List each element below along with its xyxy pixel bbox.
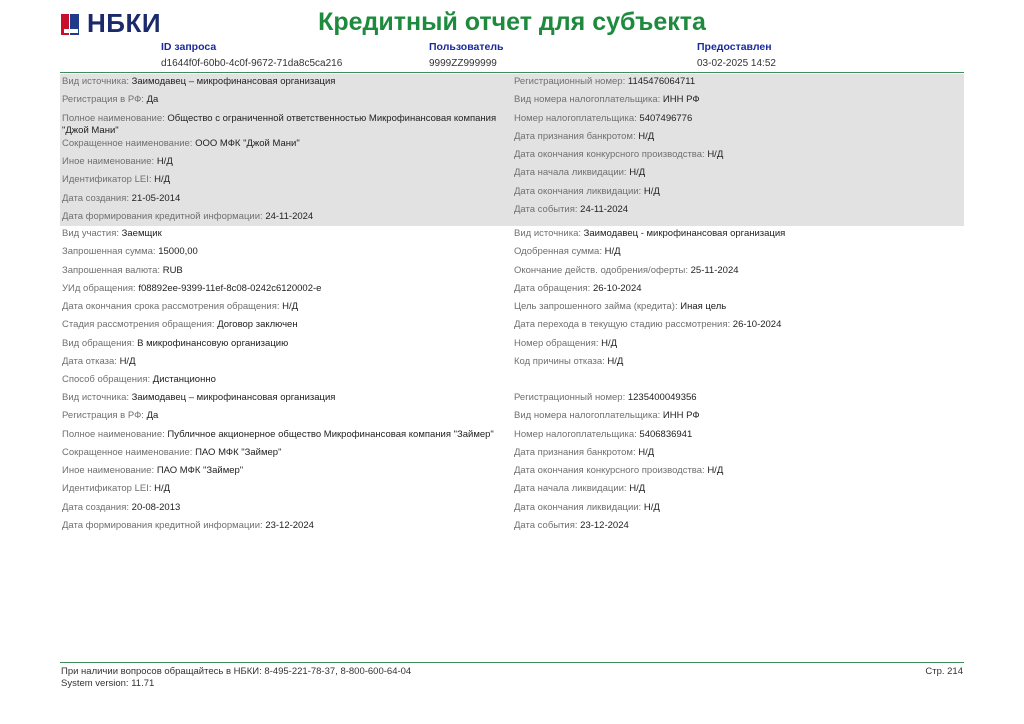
header-user (429, 41, 503, 69)
field-value: 5406836941 (639, 428, 693, 440)
field-value: Н/Д (601, 337, 618, 349)
field-label: Одобренная сумма: (514, 246, 602, 258)
field-label: Вид номера налогоплательщика: (514, 94, 661, 106)
application-block (60, 228, 964, 390)
field-row (514, 113, 960, 125)
field-label: Дата окончания срока рассмотрения обращения: (62, 301, 280, 313)
field-row (514, 131, 960, 143)
field-value: Иная цель (680, 301, 727, 313)
field-value: Да (146, 94, 159, 106)
field-value: RUB (162, 264, 183, 276)
field-label: Полное наименование: (62, 112, 165, 124)
field-row (62, 265, 508, 277)
field-label: Вид источника: (62, 76, 129, 87)
field-value: 20-08-2013 (131, 501, 181, 513)
field-value: Публичное акционерное общество Микрофинансовая компания "Займер" (167, 428, 494, 440)
provided-label: Предоставлен (697, 41, 772, 53)
field-row (62, 246, 508, 258)
footer (61, 666, 411, 690)
field-row (514, 483, 960, 495)
field-label: Окончание действ. одобрения/оферты: (514, 264, 688, 276)
field-row (514, 94, 960, 106)
field-row (514, 520, 960, 532)
request-id-label: ID запроса (161, 41, 217, 53)
field-value: 1235400049356 (627, 392, 697, 403)
field-label: Сокращенное наименование: (62, 137, 193, 149)
source-left-column (62, 392, 508, 538)
field-label: Запрошенная сумма: (62, 246, 156, 258)
field-label: Дата начала ликвидации: (514, 167, 627, 179)
field-row (514, 167, 960, 179)
field-value: 25-11-2024 (690, 264, 739, 276)
user-value: 9999ZZ999999 (429, 58, 497, 69)
field-label: Способ обращения: (62, 374, 151, 386)
field-value: Н/Д (629, 483, 646, 495)
field-value: 26-10-2024 (592, 282, 642, 294)
header-request-id (161, 41, 342, 69)
field-label: Дата события: (514, 520, 578, 532)
field-value: ИНН РФ (662, 410, 700, 422)
footer-version: System version: 11.71 (61, 678, 155, 689)
field-row (62, 356, 508, 368)
field-row (62, 483, 508, 495)
field-value: Н/Д (154, 483, 171, 495)
field-label: Регистрационный номер: (514, 392, 626, 403)
field-label: Цель запрошенного займа (кредита): (514, 301, 678, 313)
footer-divider (60, 662, 964, 663)
field-row (514, 502, 960, 514)
field-row (62, 113, 508, 137)
field-value: Н/Д (707, 149, 724, 161)
field-row (514, 410, 960, 422)
field-value: 5407496776 (639, 112, 693, 124)
source-left-column (62, 76, 508, 229)
field-label: Номер налогоплательщика: (514, 112, 637, 124)
application-right-column (514, 228, 960, 374)
field-label: Код причины отказа: (514, 356, 605, 368)
field-value: ИНН РФ (662, 94, 700, 106)
field-value: 24-11-2024 (265, 211, 314, 223)
field-value: Заимодавец – микрофинансовая организация (131, 392, 336, 403)
field-value: ПАО МФК "Займер" (156, 465, 244, 477)
field-label: Дата отказа: (62, 356, 117, 368)
field-value: 24-11-2024 (580, 204, 629, 216)
field-label: Дата окончания ликвидации: (514, 501, 642, 513)
field-row (514, 246, 960, 258)
footer-contact: При наличии вопросов обращайтесь в НБКИ: 8-495-221-78-37, 8-800-600-64-04 (61, 666, 412, 677)
field-value: Н/Д (604, 246, 621, 258)
field-value: Н/Д (638, 446, 655, 458)
field-value: Заимодавец - микрофинансовая организация (583, 228, 786, 239)
request-id-value: d1644f0f-60b0-4c0f-9672-71da8c5ca216 (161, 58, 343, 69)
field-value: f08892ee-9399-11ef-8c08-0242c6120002-e (138, 282, 322, 294)
field-value: 1145476064711 (627, 76, 696, 87)
field-label: Дата формирования кредитной информации: (62, 211, 263, 223)
field-value: ООО МФК "Джой Мани" (195, 137, 300, 149)
field-value: Н/Д (119, 356, 136, 368)
field-row (62, 76, 508, 88)
field-value: Общество с ограниченной ответственностью Микрофинансовая компания "Джой Мани" (62, 112, 497, 136)
field-row (514, 204, 960, 216)
field-value: Н/Д (629, 167, 646, 179)
field-row (62, 429, 508, 441)
field-value: 21-05-2014 (131, 192, 181, 204)
field-value: Договор заключен (217, 319, 298, 331)
field-row (514, 228, 960, 240)
field-row (514, 76, 960, 88)
field-label: Запрошенная валюта: (62, 264, 161, 276)
source-block-joy-money (60, 74, 964, 226)
field-value: Н/Д (154, 174, 171, 186)
logo-text: НБКИ (87, 8, 162, 38)
field-value: 23-12-2024 (580, 520, 629, 532)
field-value: ПАО МФК "Займер" (195, 446, 282, 458)
field-label: Вид участия: (62, 228, 119, 239)
field-label: Дата окончания конкурсного производства: (514, 149, 705, 161)
field-row (514, 465, 960, 477)
field-row (62, 520, 508, 532)
field-row (62, 228, 508, 240)
field-value: Н/Д (282, 301, 299, 313)
source-right-column (514, 392, 960, 538)
field-row (62, 301, 508, 313)
field-value: Н/Д (643, 501, 660, 513)
field-value: Н/Д (638, 130, 655, 142)
field-label: Вид обращения: (62, 337, 135, 349)
field-label: Дата признания банкротом: (514, 130, 636, 142)
field-value: Да (146, 410, 159, 422)
field-row (514, 283, 960, 295)
field-row (514, 447, 960, 459)
field-label: Полное наименование: (62, 428, 165, 440)
field-row (514, 186, 960, 198)
field-label: Идентификатор LEI: (62, 483, 152, 495)
field-label: Дата начала ликвидации: (514, 483, 627, 495)
field-label: Вид источника: (62, 392, 129, 403)
field-label: Дата обращения: (514, 282, 591, 294)
field-value: 23-12-2024 (265, 520, 314, 532)
field-label: Иное наименование: (62, 156, 155, 168)
field-row (514, 356, 960, 368)
field-value: 15000,00 (158, 246, 198, 258)
field-row (62, 283, 508, 295)
field-row (514, 392, 960, 404)
field-label: Дата окончания ликвидации: (514, 185, 642, 197)
field-label: Регистрационный номер: (514, 76, 626, 87)
page-title: Кредитный отчет для субъекта (318, 8, 706, 36)
field-row (62, 193, 508, 205)
field-value: Дистанционно (152, 374, 216, 386)
field-row (62, 392, 508, 404)
field-label: Дата создания: (62, 501, 130, 513)
field-row (514, 319, 960, 331)
field-value: В микрофинансовую организацию (137, 337, 289, 349)
header-divider (60, 72, 964, 73)
field-row (62, 94, 508, 106)
field-value: Н/Д (707, 465, 724, 477)
field-value: 26-10-2024 (732, 319, 782, 331)
field-label: Дата формирования кредитной информации: (62, 520, 263, 532)
field-label: Идентификатор LEI: (62, 174, 152, 186)
field-row (62, 156, 508, 168)
provided-value: 03-02-2025 14:52 (697, 58, 776, 69)
field-row (62, 138, 508, 150)
field-label: Регистрация в РФ: (62, 410, 144, 422)
field-label: Вид номера налогоплательщика: (514, 410, 661, 422)
header-provided (697, 41, 776, 69)
source-right-column (514, 76, 960, 222)
field-row (62, 502, 508, 514)
field-value: Н/Д (156, 156, 173, 168)
field-row (62, 447, 508, 459)
field-label: Иное наименование: (62, 465, 155, 477)
field-label: УИд обращения: (62, 282, 136, 294)
field-row (514, 429, 960, 441)
field-label: Номер обращения: (514, 337, 599, 349)
field-row (514, 338, 960, 350)
field-label: Стадия рассмотрения обращения: (62, 319, 215, 331)
field-label: Сокращенное наименование: (62, 446, 193, 458)
page-number: Стр. 214 (925, 666, 963, 677)
field-row (514, 265, 960, 277)
field-label: Дата признания банкротом: (514, 446, 636, 458)
field-label: Дата перехода в текущую стадию рассмотрения: (514, 319, 731, 331)
field-value: Н/Д (643, 185, 660, 197)
field-row (62, 211, 508, 223)
field-label: Дата события: (514, 204, 578, 216)
user-label: Пользователь (429, 41, 504, 53)
field-row (62, 174, 508, 186)
field-label: Регистрация в РФ: (62, 94, 144, 106)
field-row (62, 410, 508, 422)
field-row (62, 338, 508, 350)
field-value: Заемщик (121, 228, 162, 239)
field-row (62, 465, 508, 477)
field-label: Дата окончания конкурсного производства: (514, 465, 705, 477)
application-left-column (62, 228, 508, 393)
field-row (514, 301, 960, 313)
field-row (514, 149, 960, 161)
field-label: Вид источника: (514, 228, 581, 239)
field-label: Дата создания: (62, 192, 130, 204)
field-label: Номер налогоплательщика: (514, 428, 637, 440)
field-value: Н/Д (607, 356, 624, 368)
field-row (62, 374, 508, 386)
field-row (62, 319, 508, 331)
source-block-zaimer (60, 392, 964, 537)
field-value: Заимодавец – микрофинансовая организация (131, 76, 336, 87)
